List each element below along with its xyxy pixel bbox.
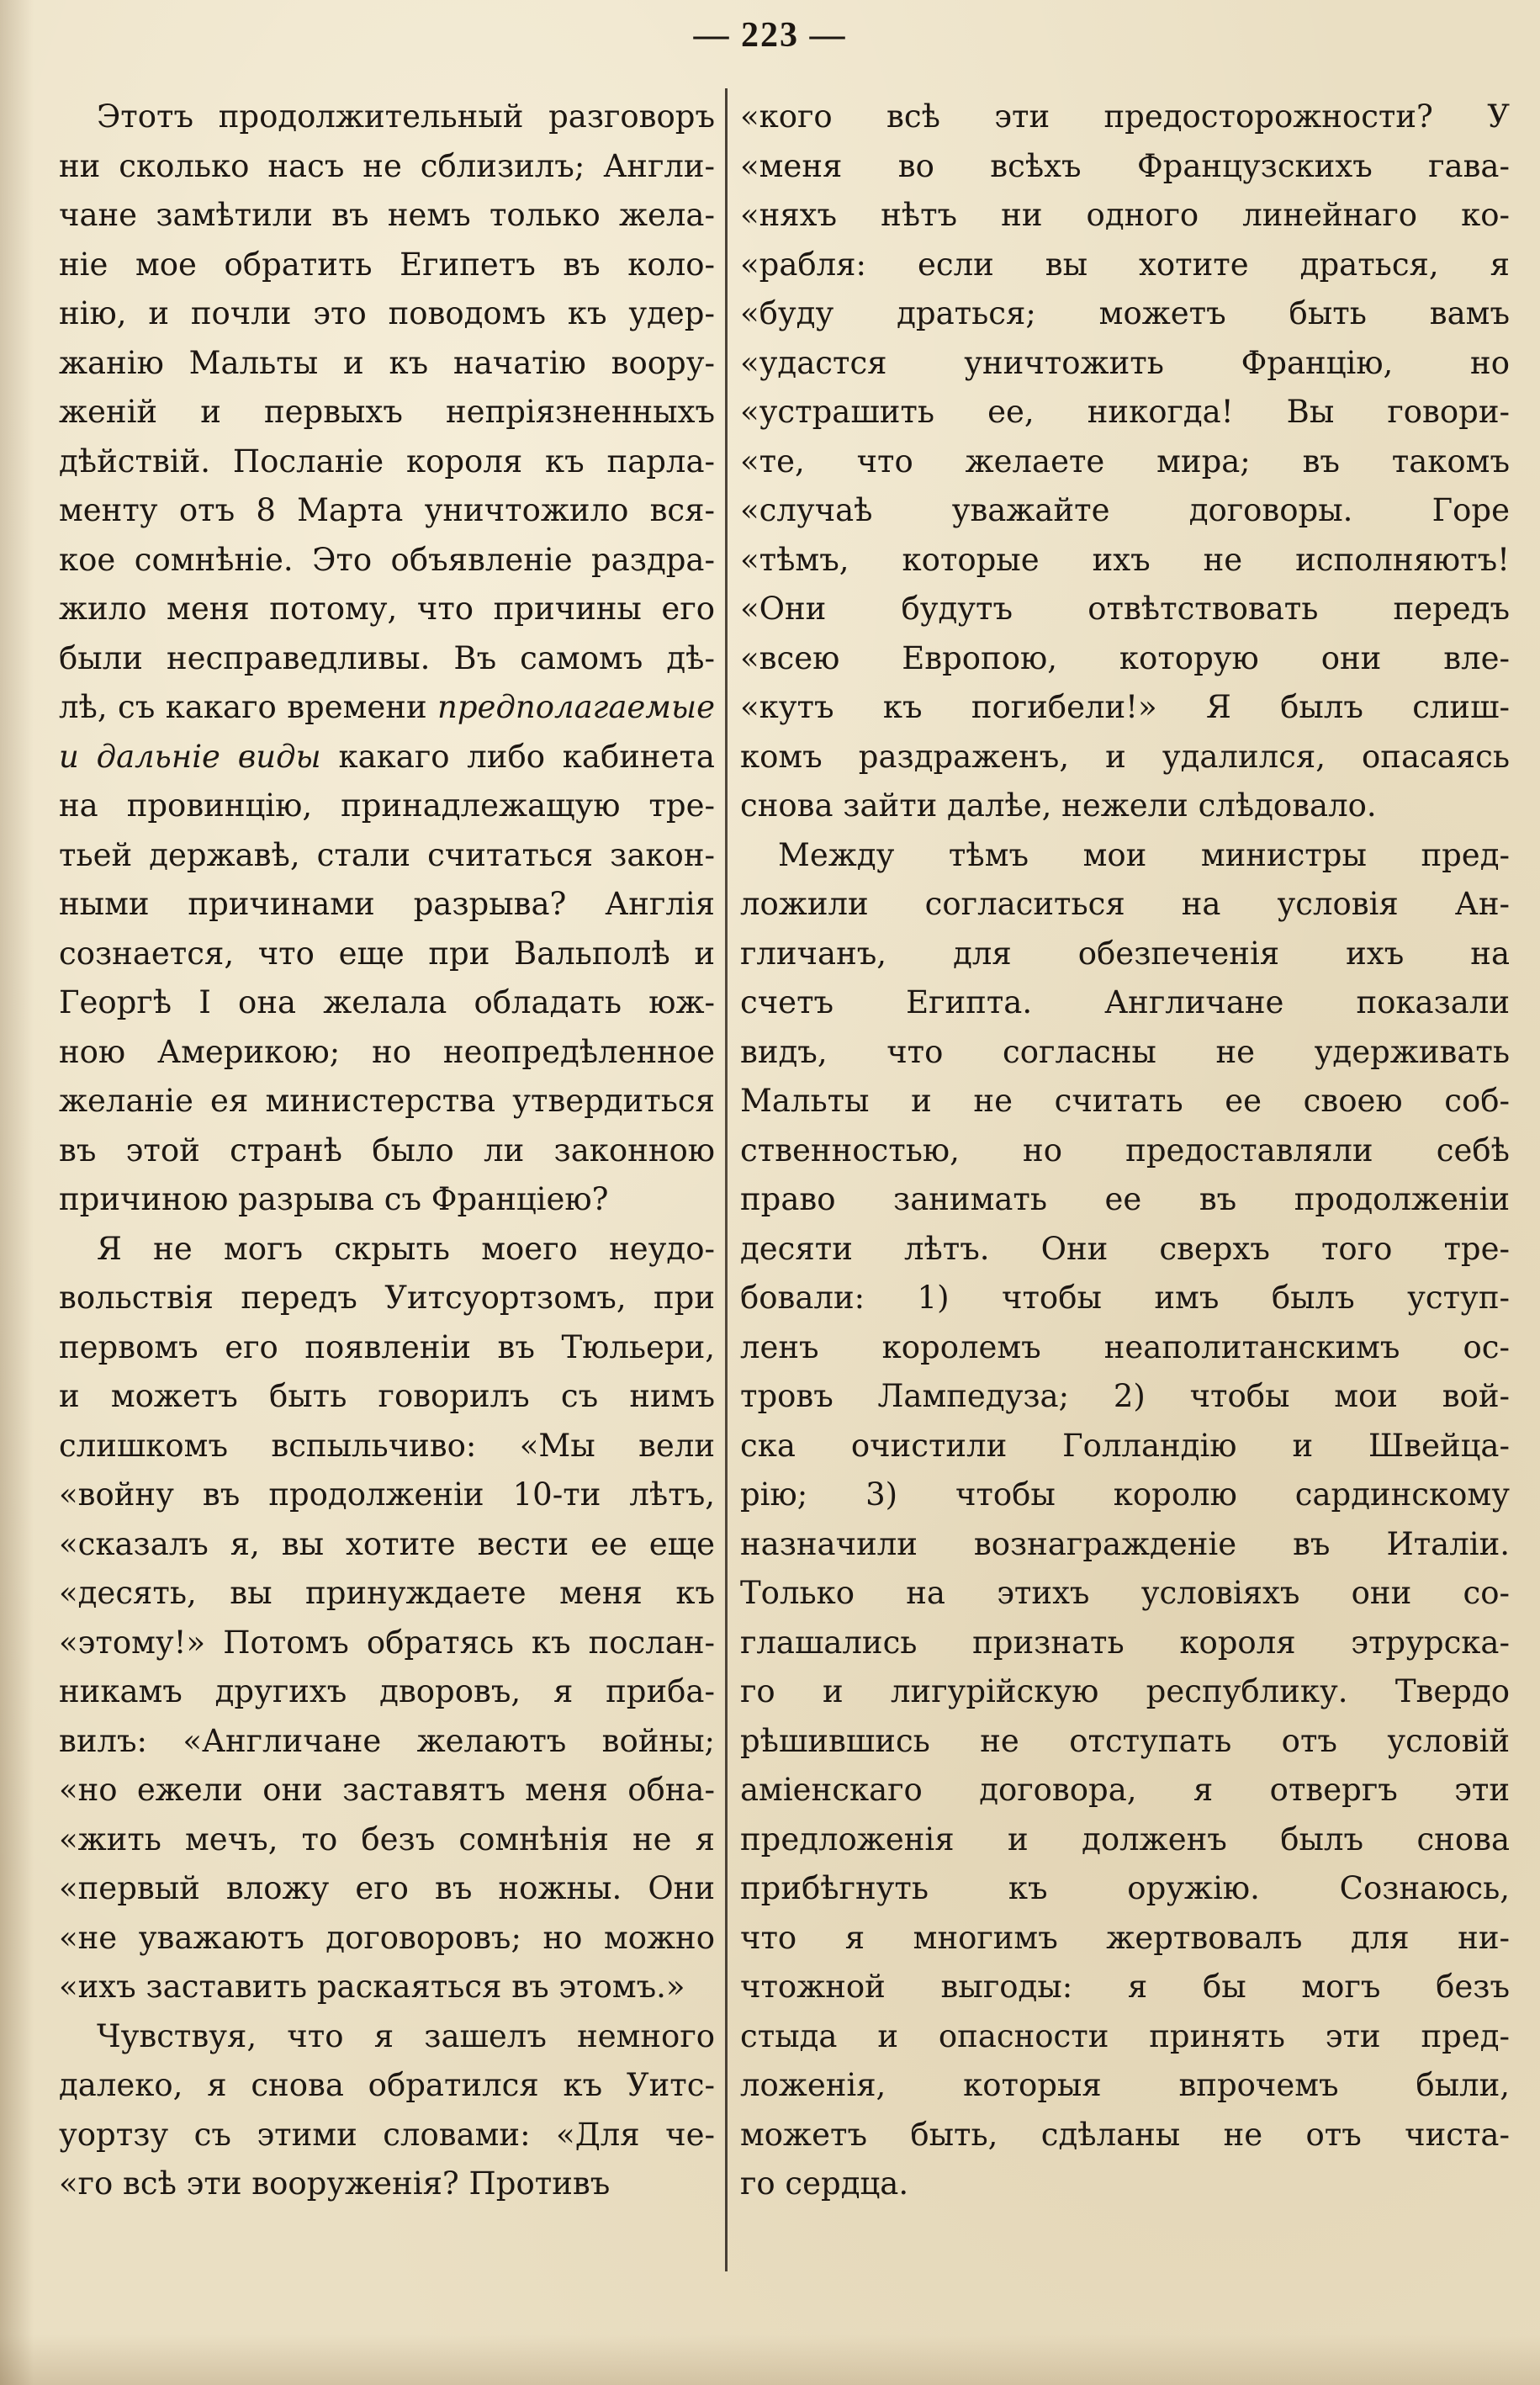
text-line: видъ, что согласны не удерживать bbox=[740, 1033, 1510, 1070]
text-line: ни сколько насъ не сблизилъ; Англи- bbox=[59, 147, 715, 184]
text-line: вольствія передъ Уитсуортзомъ, при bbox=[59, 1280, 715, 1316]
text-line: ніе мое обратить Египетъ въ коло- bbox=[59, 246, 715, 283]
paragraph bbox=[59, 93, 715, 1225]
text-line: Мальты и не считать ее своею соб- bbox=[740, 1083, 1510, 1119]
text-line: десяти лѣтъ. Они сверхъ того тре- bbox=[740, 1230, 1510, 1267]
column-rule bbox=[725, 88, 728, 2271]
text-line: снова зайти далѣе, нежели слѣдовало. bbox=[740, 787, 1377, 824]
text-line: жило меня потому, что причины его bbox=[59, 591, 715, 627]
text-line: ною Америкою; но неопредѣленное bbox=[59, 1033, 715, 1070]
text-line: «меня во всѣхъ Французскихъ гава- bbox=[740, 147, 1510, 184]
text-line: право занимать ее въ продолженіи bbox=[740, 1181, 1510, 1217]
page-number: — 223 — bbox=[693, 16, 847, 55]
text-line: чане замѣтили въ немъ только жела- bbox=[59, 197, 715, 233]
text-line: «те, что желаете мира; въ такомъ bbox=[740, 443, 1510, 480]
text-line: менту отъ 8 Марта уничтожило вся- bbox=[59, 492, 715, 528]
text-line: далеко, я снова обратился къ Уитс- bbox=[59, 2067, 715, 2103]
text-line: «Они будутъ отвѣтствовать передъ bbox=[740, 591, 1510, 627]
text-line: причиною разрыва съ Франціею? bbox=[59, 1181, 609, 1217]
text-line: можетъ быть, сдѣланы не отъ чиста- bbox=[740, 2116, 1510, 2153]
text-line: Этотъ продолжительный разговоръ bbox=[97, 98, 715, 135]
text-line: сознается, что еще при Вальполѣ и bbox=[59, 935, 715, 972]
text-line: «случаѣ уважайте договоры. Горе bbox=[740, 492, 1510, 528]
text-line: «удастся уничтожить Францію, но bbox=[740, 344, 1510, 381]
text-line: «кутъ къ погибели!» Я былъ слиш- bbox=[740, 689, 1510, 725]
text-line: желаніе ея министерства утвердиться bbox=[59, 1083, 715, 1119]
paragraph bbox=[59, 1225, 715, 2012]
text-line: «войну въ продолженіи 10-ти лѣтъ, bbox=[59, 1476, 715, 1513]
text-line: Чувствуя, что я зашелъ немного bbox=[97, 2017, 715, 2054]
text-line: назначили вознагражденіе въ Италіи. bbox=[740, 1525, 1510, 1562]
text-line: въ этой странѣ было ли законною bbox=[59, 1132, 715, 1169]
right-column bbox=[740, 93, 1510, 2209]
text-line: ложили согласиться на условія Ан- bbox=[740, 886, 1510, 922]
text-line: что я многимъ жертвовалъ для ни- bbox=[740, 1919, 1510, 1956]
text-line: «кого всѣ эти предосторожности? У bbox=[740, 98, 1510, 135]
text-line: «жить мечъ, то безъ сомнѣнія не я bbox=[59, 1821, 715, 1858]
text-line: «не уважаютъ договоровъ; но можно bbox=[59, 1919, 715, 1956]
text-line: кое сомнѣніе. Это объявленіе раздра- bbox=[59, 541, 715, 578]
text-segment: какаго либо кабинета bbox=[320, 738, 715, 775]
text-line: глашались признать короля этрурска- bbox=[740, 1624, 1510, 1661]
text-line: никамъ другихъ дворовъ, я приба- bbox=[59, 1673, 715, 1709]
text-line: женій и первыхъ непріязненныхъ bbox=[59, 394, 715, 430]
paragraph bbox=[740, 831, 1510, 2209]
text-line: нію, и почли это поводомъ къ удер- bbox=[59, 295, 715, 331]
text-line: предложенія и долженъ былъ снова bbox=[740, 1821, 1510, 1858]
text-line: «но ежели они заставятъ меня обна- bbox=[59, 1772, 715, 1808]
text-line: «сказалъ я, вы хотите вести ее еще bbox=[59, 1525, 715, 1562]
text-line: «няхъ нѣтъ ни одного линейнаго ко- bbox=[740, 197, 1510, 233]
text-line: ственностью, но предоставляли себѣ bbox=[740, 1132, 1510, 1169]
text-line: и можетъ быть говорилъ съ нимъ bbox=[59, 1378, 715, 1414]
text-line: первомъ его появленіи въ Тюльери, bbox=[59, 1328, 715, 1365]
text-line: были несправедливы. Въ самомъ дѣ- bbox=[59, 639, 715, 676]
text-line: го и лигурійскую республику. Твердо bbox=[740, 1673, 1510, 1709]
text-line: рѣшившись не отступать отъ условій bbox=[740, 1722, 1510, 1759]
text-line: «го всѣ эти вооруженія? Противъ bbox=[59, 2165, 611, 2202]
text-line: Георгѣ I она желала обладать юж- bbox=[59, 984, 715, 1020]
text-line: жанію Мальты и къ начатію воору- bbox=[59, 344, 715, 381]
text-line: Только на этихъ условіяхъ они со- bbox=[740, 1575, 1510, 1611]
italic-phrase: и дальніе виды bbox=[59, 738, 321, 775]
text-line: ложенія, которыя впрочемъ были, bbox=[740, 2067, 1510, 2103]
left-column bbox=[59, 93, 715, 2209]
text-line: комъ раздраженъ, и удалился, опасаясь bbox=[740, 738, 1510, 775]
text-line: счетъ Египта. Англичане показали bbox=[740, 984, 1510, 1020]
text-line: Между тѣмъ мои министры пред- bbox=[778, 836, 1510, 873]
text-line: тровъ Лампедуза; 2) чтобы мои вой- bbox=[740, 1378, 1510, 1414]
text-line: ленъ королемъ неаполитанскимъ ос- bbox=[740, 1328, 1510, 1365]
text-line: го сердца. bbox=[740, 2165, 909, 2202]
paragraph bbox=[740, 93, 1510, 831]
text-line: гличанъ, для обезпеченія ихъ на bbox=[740, 935, 1510, 972]
text-line: бовали: 1) чтобы имъ былъ уступ- bbox=[740, 1280, 1510, 1316]
paragraph bbox=[59, 2012, 715, 2209]
text-line: дѣйствій. Посланіе короля къ парла- bbox=[59, 443, 715, 480]
text-line: стыда и опасности принять эти пред- bbox=[740, 2017, 1510, 2054]
text-line: уортзу съ этими словами: «Для че- bbox=[59, 2116, 715, 2153]
italic-phrase: предполагаемые bbox=[437, 689, 715, 725]
text-line: «всею Европою, которую они вле- bbox=[740, 639, 1510, 676]
text-line: вилъ: «Англичане желаютъ войны; bbox=[59, 1722, 715, 1759]
text-line: на провинцію, принадлежащую тре- bbox=[59, 787, 715, 824]
text-line bbox=[59, 733, 715, 782]
text-line: «первый вложу его въ ножны. Они bbox=[59, 1870, 715, 1906]
text-line: тьей державѣ, стали считаться закон- bbox=[59, 836, 715, 873]
text-line: «тѣмъ, которые ихъ не исполняютъ! bbox=[740, 541, 1510, 578]
text-line: слишкомъ вспыльчиво: «Мы вели bbox=[59, 1427, 715, 1464]
text-line: «буду драться; можетъ быть вамъ bbox=[740, 295, 1510, 331]
text-line: прибѣгнуть къ оружію. Сознаюсь, bbox=[740, 1870, 1510, 1906]
text-segment: лѣ, съ какаго времени bbox=[59, 689, 438, 725]
text-line: ска очистили Голландію и Швейца- bbox=[740, 1427, 1510, 1464]
text-line: «десять, вы принуждаете меня къ bbox=[59, 1575, 715, 1611]
text-line: «этому!» Потомъ обратясь къ послан- bbox=[59, 1624, 715, 1661]
text-line: Я не могъ скрыть моего неудо- bbox=[97, 1230, 715, 1267]
text-line: аміенскаго договора, я отвергъ эти bbox=[740, 1772, 1510, 1808]
text-line bbox=[59, 683, 715, 733]
text-line: «рабля: если вы хотите драться, я bbox=[740, 246, 1510, 283]
text-line: чтожной выгоды: я бы могъ безъ bbox=[740, 1969, 1510, 2005]
text-line: «ихъ заставить раскаяться въ этомъ.» bbox=[59, 1969, 685, 2005]
text-line: ными причинами разрыва? Англія bbox=[59, 886, 715, 922]
text-line: рію; 3) чтобы королю сардинскому bbox=[740, 1476, 1510, 1513]
text-line: «устрашить ее, никогда! Вы говори- bbox=[740, 394, 1510, 430]
